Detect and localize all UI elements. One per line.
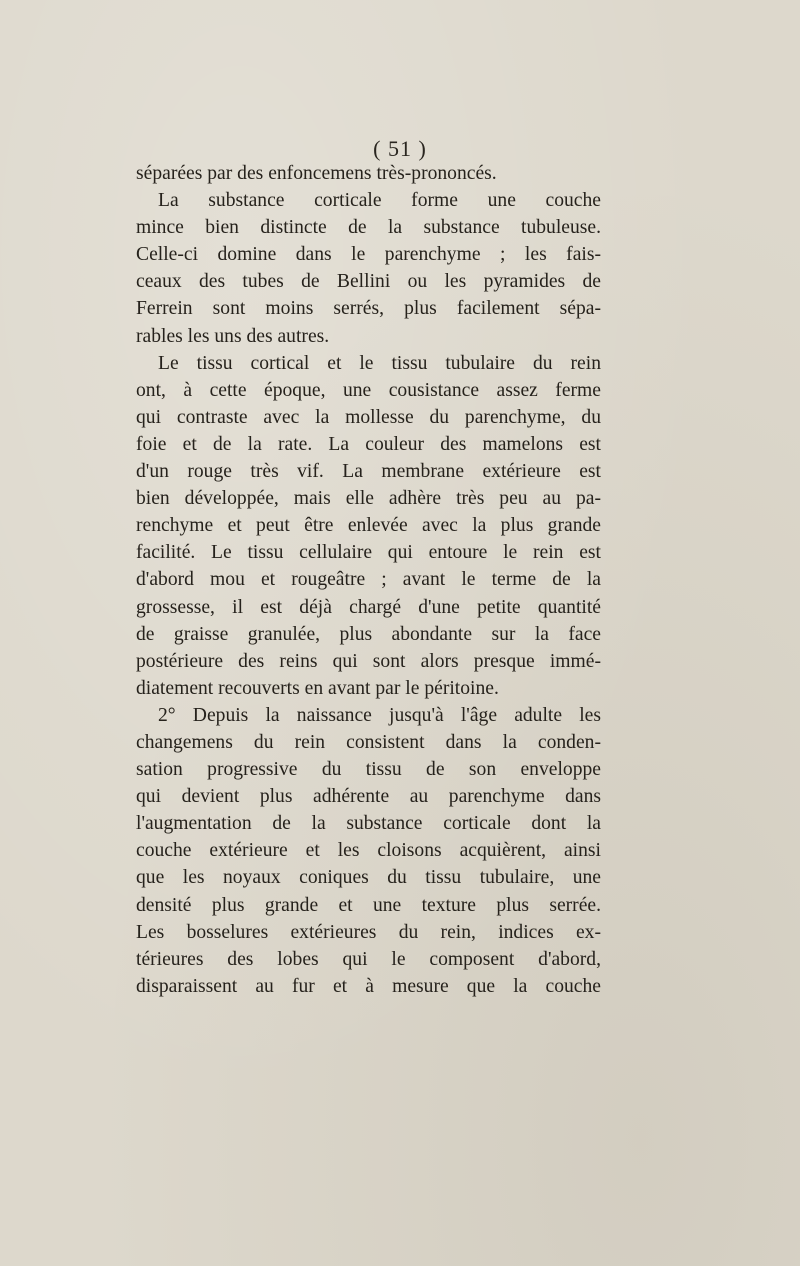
text-line: d'un rouge très vif. La membrane extérieure est	[136, 461, 601, 483]
text-line: que les noyaux coniques du tissu tubulaire, une	[136, 867, 601, 889]
text-line: changemens du rein consistent dans la conden-	[136, 731, 601, 753]
text-line: disparaissent au fur et à mesure que la couche	[136, 975, 601, 997]
text-line: Les bosselures extérieures du rein, indices ex-	[136, 921, 601, 943]
text-line: renchyme et peut être enlevée avec la plus grande	[136, 515, 601, 537]
text-line: Ferrein sont moins serrés, plus facilement sépa-	[136, 298, 601, 320]
text-line: séparées par des enfoncemens très-prononcés.	[136, 163, 497, 184]
text-line: rables les uns des autres.	[136, 325, 330, 347]
text-line: Celle-ci domine dans le parenchyme ; les fais-	[136, 244, 601, 266]
text-line: mince bien distincte de la substance tubuleuse.	[136, 217, 601, 239]
text-line: diatement recouverts en avant par le péritoine.	[136, 677, 499, 699]
text-line: d'abord mou et rougeâtre ; avant le terme de la	[136, 569, 601, 591]
text-line: qui contraste avec la mollesse du parenchyme, du	[136, 406, 601, 428]
text-line: ceaux des tubes de Bellini ou les pyramides de	[136, 271, 601, 293]
page-number: ( 51 )	[373, 136, 427, 161]
text-line: de graisse granulée, plus abondante sur la face	[136, 623, 601, 645]
text-line: ont, à cette époque, une cousistance assez ferme	[136, 379, 601, 401]
text-line: l'augmentation de la substance corticale dont la	[136, 813, 601, 835]
text-line: couche extérieure et les cloisons acquièrent, ainsi	[136, 840, 601, 862]
text-line: 2° Depuis la naissance jusqu'à l'âge adulte les	[158, 704, 601, 726]
text-line: qui devient plus adhérente au parenchyme dans	[136, 786, 601, 808]
text-line: La substance corticale forme une couche	[158, 190, 601, 212]
body-text	[136, 160, 601, 1000]
text-line: sation progressive du tissu de son enveloppe	[136, 759, 601, 781]
text-line: densité plus grande et une texture plus serrée.	[136, 894, 601, 916]
text-line: bien développée, mais elle adhère très peu au pa-	[136, 488, 601, 510]
text-line: térieures des lobes qui le composent d'abord,	[136, 948, 601, 970]
text-line: Le tissu cortical et le tissu tubulaire du rein	[158, 352, 601, 374]
text-line: foie et de la rate. La couleur des mamelons est	[136, 433, 601, 455]
text-line: facilité. Le tissu cellulaire qui entoure le rein est	[136, 542, 601, 564]
text-line: grossesse, il est déjà chargé d'une petite quantité	[136, 596, 601, 618]
text-line: postérieure des reins qui sont alors presque immé-	[136, 650, 601, 672]
